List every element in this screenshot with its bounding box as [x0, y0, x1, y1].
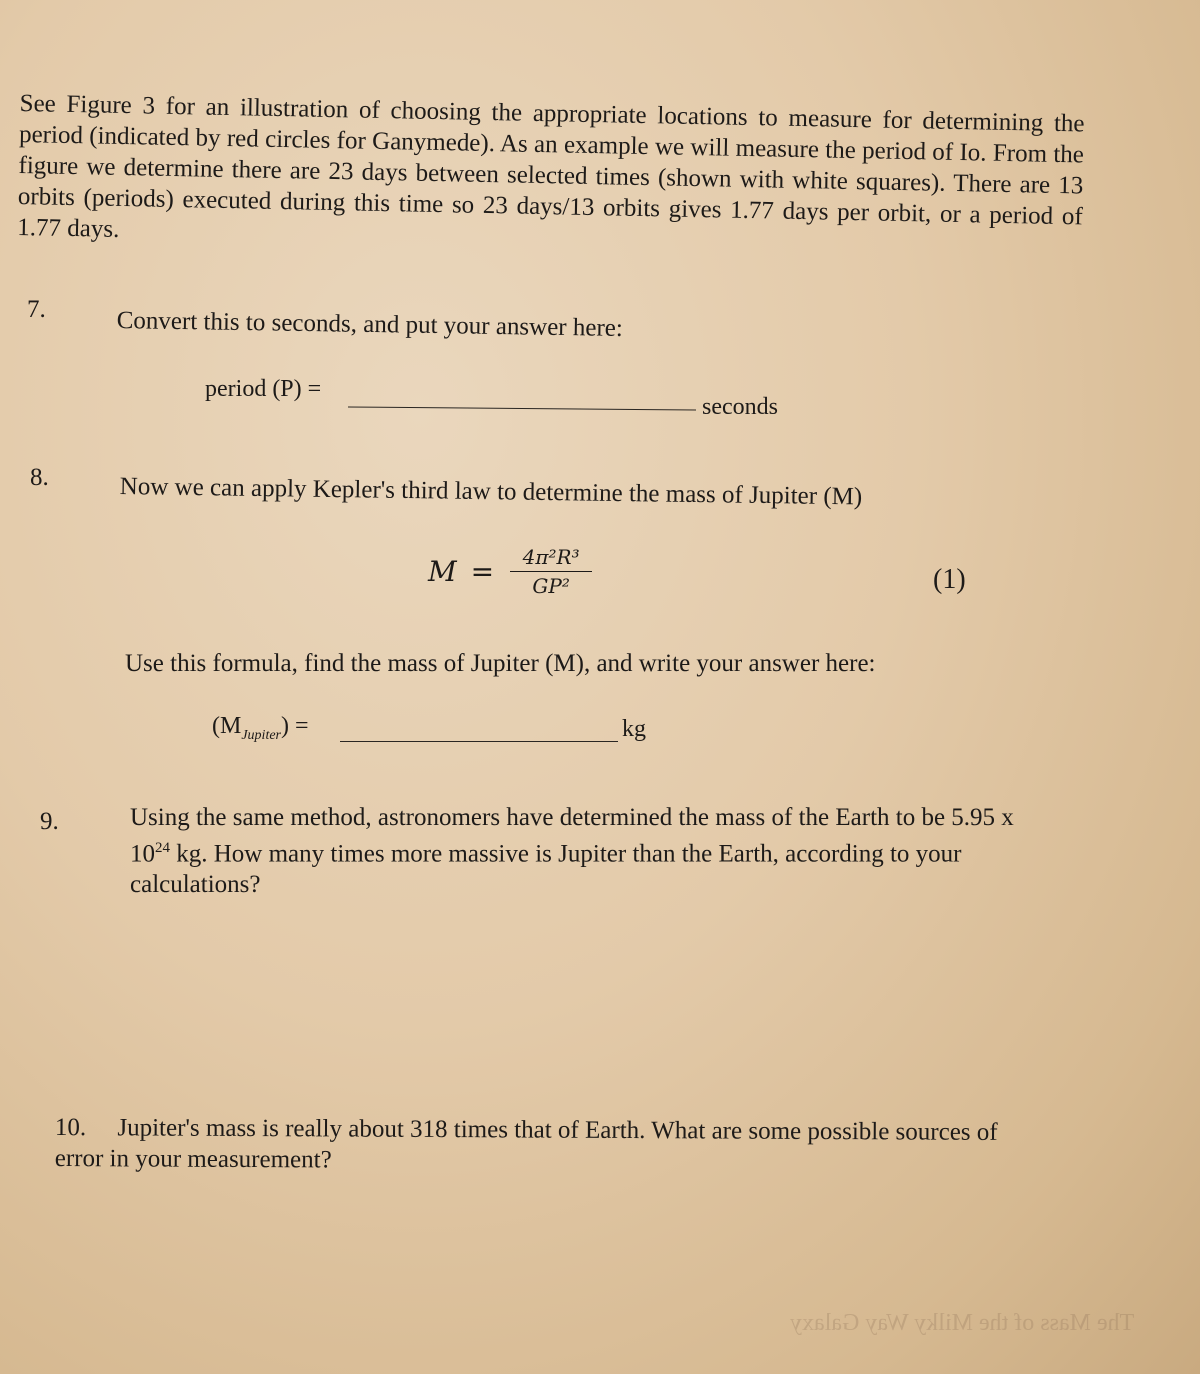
formula-numerator: 4π²R³ [522, 545, 580, 569]
mass-jupiter-label [212, 713, 309, 744]
formula-lhs: M [428, 555, 457, 588]
seconds-unit-label: seconds [702, 394, 778, 420]
mass-label-subscript: Jupiter [241, 727, 281, 743]
exp-base: 10 [130, 840, 155, 868]
question-7-number: 7. [27, 296, 46, 323]
exp-power: 24 [155, 840, 170, 856]
keplers-third-law-formula [428, 545, 592, 598]
question-9-line-2 [130, 833, 1100, 869]
formula-denominator: GP² [532, 574, 570, 598]
equation-number: (1) [933, 564, 966, 595]
question-7-prompt: Convert this to seconds, and put your answer here: [116, 306, 624, 342]
question-10-text [55, 1112, 1145, 1180]
question-10-line-2: error in your measurement? [54, 1144, 332, 1174]
question-9-number: 9. [40, 808, 59, 835]
period-answer-line[interactable] [348, 406, 696, 410]
kg-unit-label: kg [622, 716, 646, 742]
question-9-text [130, 802, 1100, 900]
mass-label-main: (M [212, 713, 242, 739]
question-9-line-2-rest: kg. How many times more massive is Jupiter than the Earth, according to your [170, 840, 962, 868]
question-8-number: 8. [30, 464, 49, 491]
mass-answer-line[interactable] [340, 741, 618, 742]
question-10-number: 10. [54, 1114, 87, 1142]
formula-fraction [510, 545, 592, 598]
question-8-prompt: Now we can apply Kepler's third law to determine the mass of Jupiter (M) [119, 472, 863, 511]
question-9-line-1: Using the same method, astronomers have determined the mass of the Earth to be 5.95 x [130, 804, 1014, 831]
question-9-line-3: calculations? [130, 871, 261, 899]
intro-paragraph: See Figure 3 for an illustration of choosing the appropriate locations to measure for determining the period (indicated by red circles for Ganymede). As an example we will measure the period of Io. From the figure we determine there are 23 days between selected times (shown with white squares). There are 13 orbits (periods) executed during this time so 23 days/13 orbits gives 1.77 days per orbit, or a period of 1.77 days. [17, 89, 1085, 243]
fraction-bar [510, 571, 592, 572]
question-8-instruction: Use this formula, find the mass of Jupiter (M), and write your answer here: [125, 650, 876, 677]
formula-equals: = [470, 555, 495, 588]
question-10-line-1-text: Jupiter's mass is really about 318 times that of Earth. What are some possible sources of [117, 1114, 998, 1146]
bleed-through-text: The Mass of the Milky Way Galaxy [790, 1310, 1135, 1336]
period-label: period (P) = [205, 376, 322, 402]
mass-label-end: ) = [281, 713, 309, 739]
